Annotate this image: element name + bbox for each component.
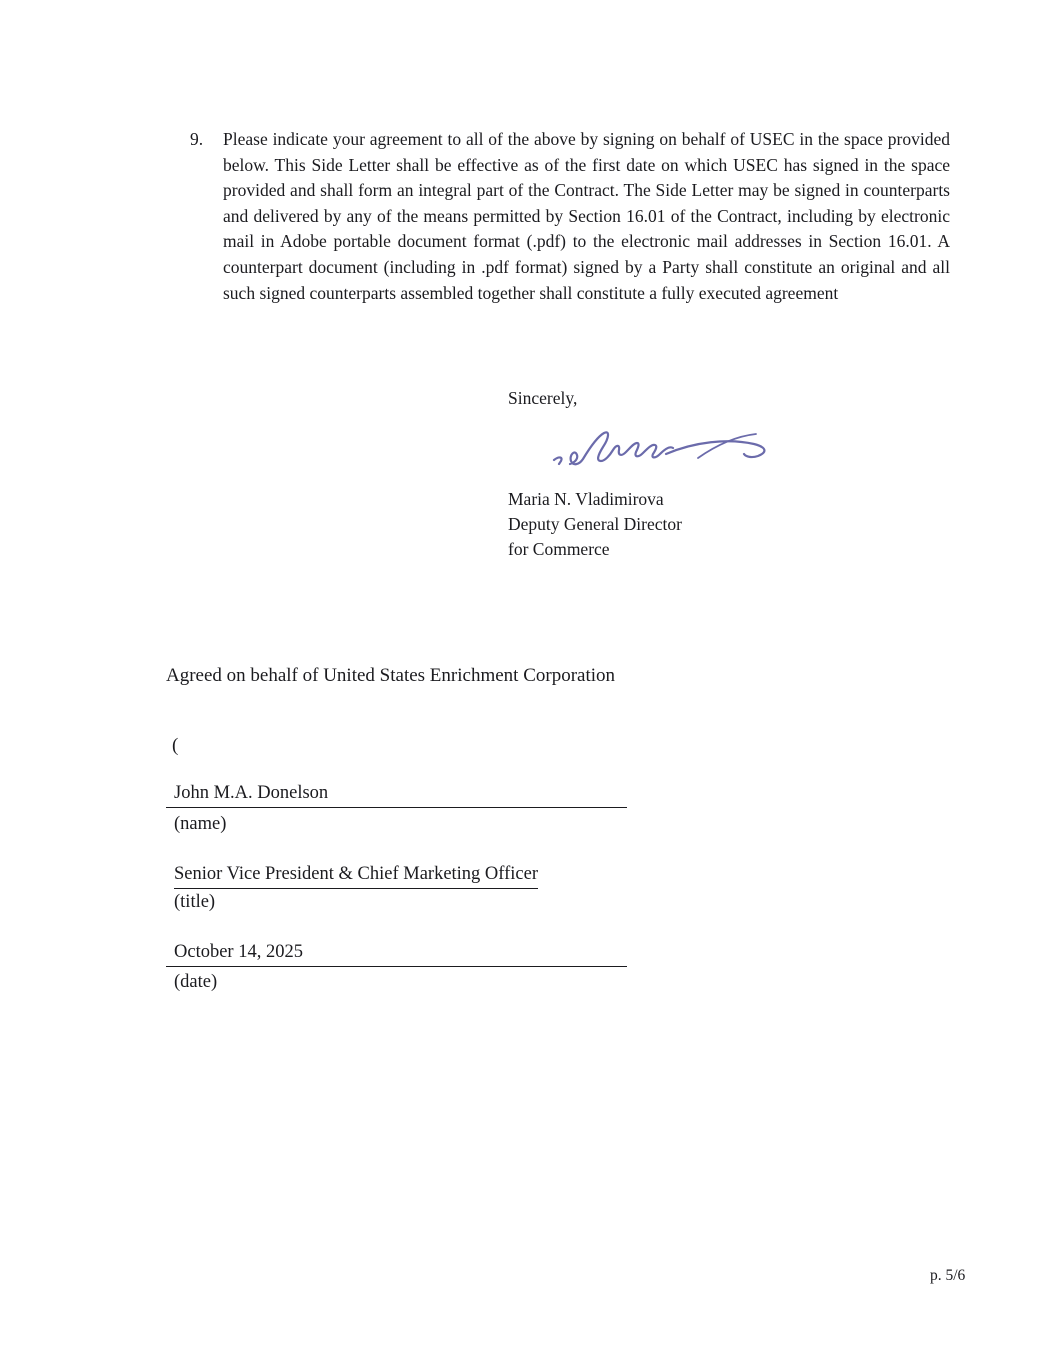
title-signature-line: [174, 864, 538, 889]
signature-image: [548, 420, 798, 472]
signature-stroke-cross: [698, 434, 756, 458]
name-label: (name): [174, 814, 227, 834]
signer-block: [508, 487, 682, 562]
signer-title-line2: for Commerce: [508, 539, 610, 559]
closing-sincerely: Sincerely,: [508, 388, 578, 408]
name-value: John M.A. Donelson: [174, 783, 329, 803]
page-number: p. 5/6: [930, 1267, 966, 1284]
date-signature-line: [166, 942, 627, 967]
numbered-paragraph-9: [190, 127, 950, 306]
signer-name: Maria N. Vladimirova: [508, 489, 664, 509]
list-item-number: 9.: [190, 129, 204, 149]
signature-stroke-flourish: [666, 441, 764, 457]
agreement-statement: Agreed on behalf of United States Enrichment Corporation: [166, 665, 616, 686]
signature-stroke-main: [554, 432, 673, 464]
date-value: October 14, 2025: [174, 942, 303, 962]
signer-title-line1: Deputy General Director: [508, 514, 682, 534]
open-paren-mark: (: [172, 735, 179, 756]
list-item-text: Please indicate your agreement to all of the above by signing on behalf of USEC in the space provided below. This Side Letter shall be effective as of the first date on which USEC has signed in the space provided and shall form an integral part of the Contract. The Side Letter may be signed in counterparts and delivered by any of the means permitted by Section 16.01 of the Contract, including by electronic mail in Adobe portable document format (.pdf) to the electronic mail addresses in Section 16.01. A counterpart document (including in .pdf format) signed by a Party shall constitute an original and all such signed counterparts assembled together shall constitute a fully executed agreement: [223, 129, 950, 303]
date-label: (date): [174, 972, 218, 992]
title-value: Senior Vice President & Chief Marketing Officer: [174, 864, 539, 884]
name-signature-line: [166, 783, 627, 808]
title-label: (title): [174, 892, 216, 912]
